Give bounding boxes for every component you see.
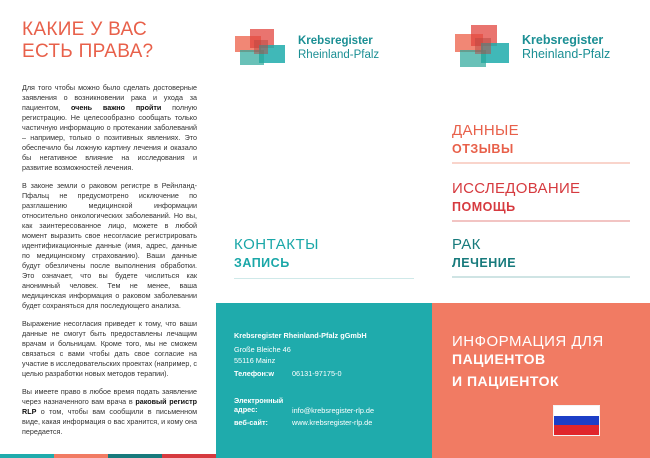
address-city: 55116 Mainz [234, 356, 276, 365]
phone-label: Телефон:w [234, 369, 275, 378]
email-link[interactable]: info@krebsregister-rlp.de [292, 406, 375, 415]
left-panel [0, 0, 216, 458]
logo-mark-icon [452, 22, 514, 72]
right-panel [432, 0, 650, 458]
divider [452, 220, 630, 222]
rights-heading-line2: ЕСТЬ ПРАВА? [22, 41, 154, 62]
krebsregister-logo [452, 22, 610, 72]
rights-heading-line1: КАКИЕ У ВАС [22, 19, 148, 40]
web-row [234, 418, 372, 427]
section-cancer-line1: РАК [452, 236, 481, 253]
rights-paragraph-4: Вы имеете право в любое время подать заявление через назначенного вам врача в раковый регистр RLP о том, чтобы вам сообщили в письменном виде, какая информация о вас хранится, и кому она передается. [22, 387, 198, 436]
phone-row [234, 369, 342, 378]
info-title-line3: И ПАЦИЕНТОК [452, 373, 559, 389]
section-data-line1: ДАННЫЕ [452, 122, 519, 139]
divider [452, 162, 630, 164]
contacts-heading-line1: КОНТАКТЫ [234, 236, 319, 253]
contact-info-block [216, 303, 432, 458]
info-title-line1: ИНФОРМАЦИЯ ДЛЯ [452, 333, 604, 350]
color-stripe [0, 454, 216, 458]
section-cancer [452, 236, 516, 270]
section-data-line2: ОТЗЫВЫ [452, 142, 514, 156]
email-row [234, 396, 374, 415]
divider [234, 278, 414, 279]
section-data [452, 122, 519, 156]
address [234, 344, 291, 366]
emphasis-text: очень важно пройти [70, 103, 162, 112]
phone-value[interactable]: 06131-97175-0 [292, 369, 342, 378]
logo-name-line2: Rheinland-Pfalz [522, 47, 611, 61]
logo-name-line1: Krebsregister [298, 35, 373, 47]
logo-name-line2: Rheinland-Pfalz [298, 49, 380, 61]
section-research-line1: ИССЛЕДОВАНИЕ [452, 180, 581, 197]
section-cancer-line2: ЛЕЧЕНИЕ [452, 256, 517, 270]
section-research-line2: ПОМОЩЬ [452, 200, 516, 214]
rights-paragraph-3: Выражение несогласия приведет к тому, что ваши данные не смогут быть предоставлены лечащим врачам и больницам. Кроме того, мы не сможем связаться с вами чтобы дать свое согласие на участие в исследовательских проектах (например, с целью разработки новых методов терапии). [22, 319, 197, 378]
address-street: Große Bleiche 46 [234, 345, 291, 354]
web-label: веб-сайт: [234, 418, 268, 427]
rights-heading [22, 19, 202, 63]
rights-body [22, 83, 197, 445]
rights-paragraph-1: Для того чтобы можно было сделать достоверные заявления о возникновении рака и ухода за пациентом, очень важно пройти полную регистрацию. Не целесообразно сообщать только частичную информацию о протекании заболеваний – например, только о позитивных явлениях. Это обеспечило бы ложную картину лечения и оказало бы негативное влияние на исследования и развитие возможностей лечения. [22, 83, 198, 172]
middle-panel [216, 0, 432, 458]
org-name: Krebsregister Rheinland-Pfalz gGmbH [234, 331, 367, 340]
russia-flag-icon [553, 405, 600, 436]
contacts-heading [234, 236, 319, 270]
divider [452, 276, 630, 278]
email-label: Электронный адрес: [234, 396, 284, 414]
rights-paragraph-2: В законе земли о раковом регистре в Рейнланд-Пфальц не предусмотрено исключение по разглашению медицинской информации относительно онкологических заболеваний. Но вы, как заинтересованное лицо, можете в любой момент выразить свое несогласие регистрировать идентификационные данные (имя, адрес, данные по медицинскому страхованию). Ваши данные будут обезличены после выполнения обработки. Это означает, что вы будете числиться как анонимный человек. Тем не менее, ваша медицинская информация о раковом заболевании будет сохраняться для последующего анализа. [22, 181, 197, 310]
emphasis-text: раковый регистр RLP [22, 397, 197, 416]
krebsregister-logo [232, 26, 379, 70]
section-research [452, 180, 580, 214]
logo-mark-icon [232, 26, 290, 70]
website-link[interactable]: www.krebsregister-rlp.de [292, 418, 373, 427]
info-title-line2: ПАЦИЕНТОВ [452, 351, 546, 367]
logo-name-line1: Krebsregister [522, 33, 604, 47]
patient-info-block [432, 303, 650, 458]
contacts-heading-line2: ЗАПИСЬ [234, 256, 290, 270]
